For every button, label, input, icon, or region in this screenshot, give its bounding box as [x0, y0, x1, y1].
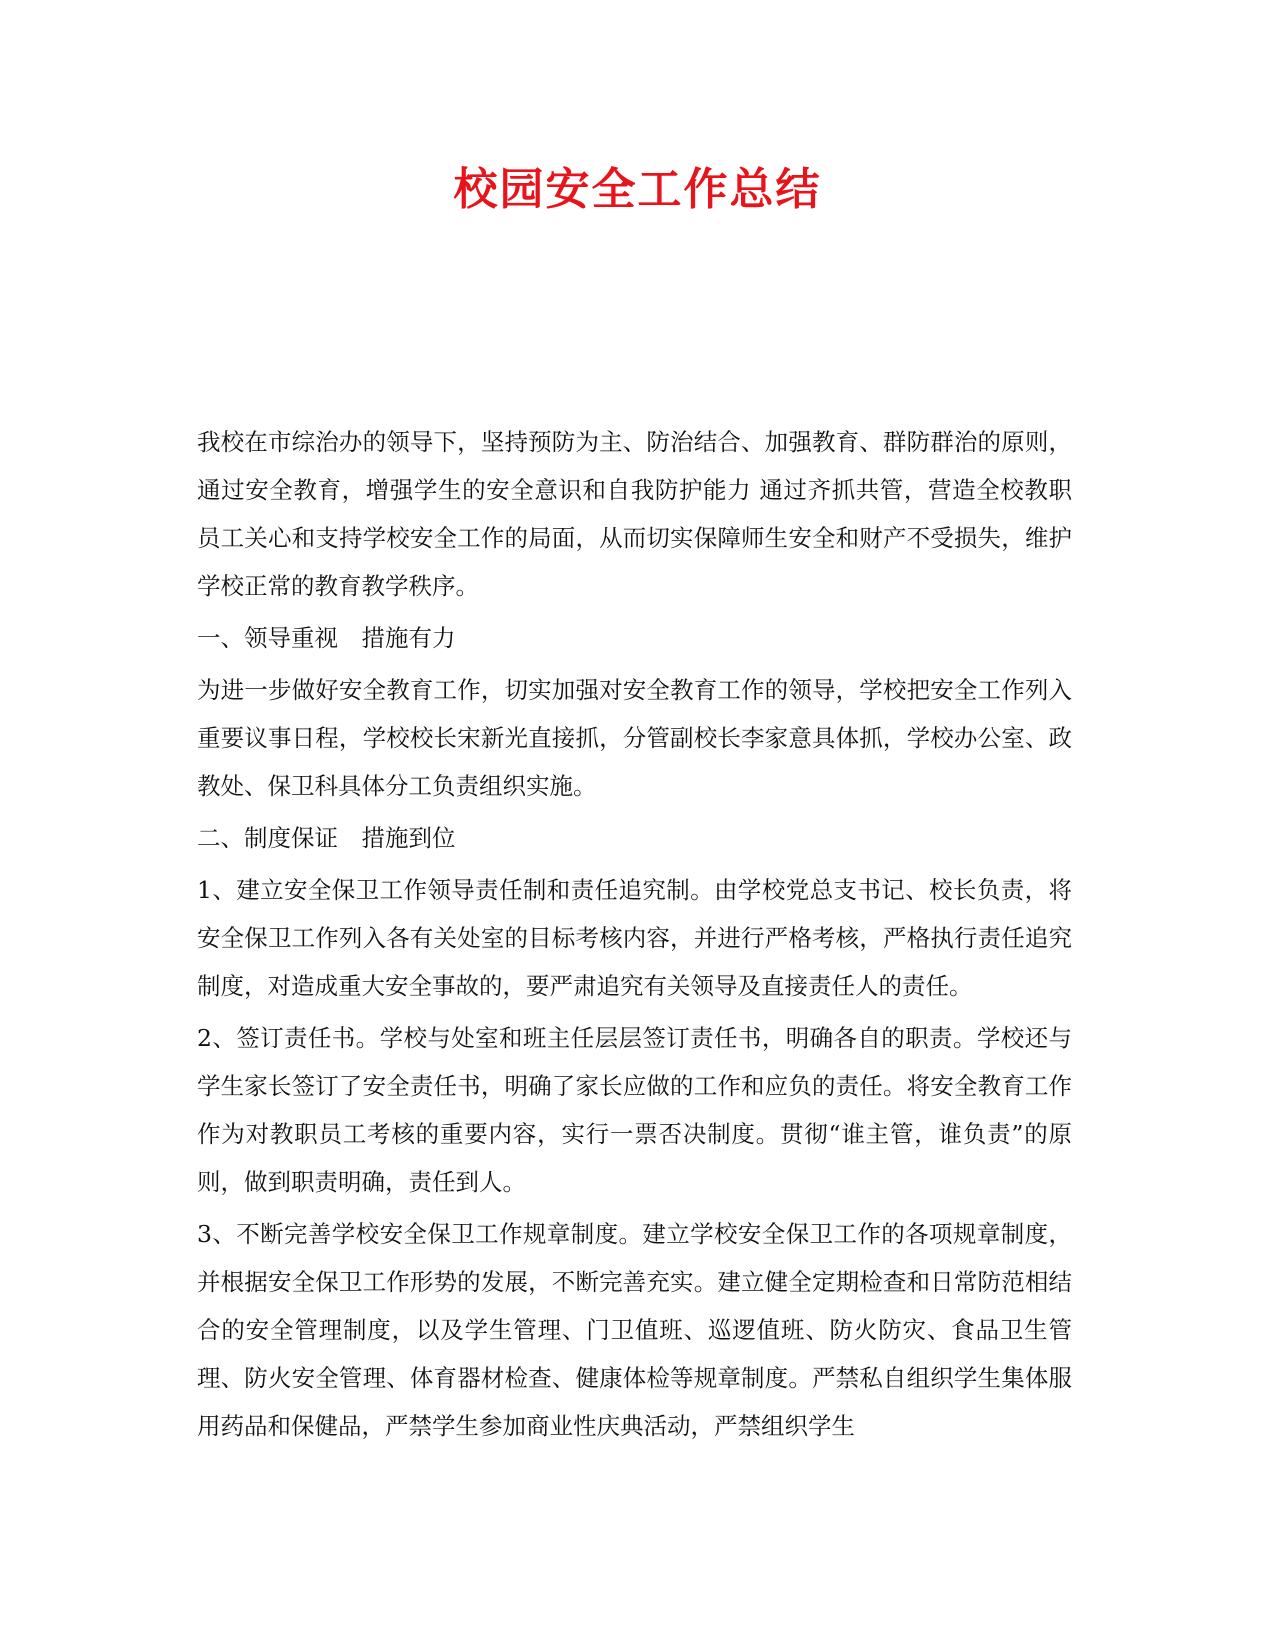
item-2-paragraph: 2、签订责任书。学校与处室和班主任层层签订责任书，明确各自的职责。学校还与学生家长签订了安全责任书，明确了家长应做的工作和应负的责任。将安全教育工作作为对教职员工考核的重要内容，实行一票否决制度。贯彻“谁主管，谁负责”的原则，做到职责明确，责任到人。 — [197, 1024, 1072, 1196]
section-heading-1: 一、领导重视 措施有力 — [197, 624, 456, 652]
item-3-paragraph: 3、不断完善学校安全保卫工作规章制度。建立学校安全保卫工作的各项规章制度，并根据安全保卫工作形势的发展，不断完善充实。建立健全定期检查和日常防范相结合的安全管理制度，以及学生管理、门卫值班、巡逻值班、防火防灾、食品卫生管理、防火安全管理、体育器材检查、健康体检等规章制度。严禁私自组织学生集体服用药品和保健品，严禁学生参加商业性庆典活动，严禁组织学生 — [197, 1220, 1072, 1440]
section-1-paragraph: 为进一步做好安全教育工作，切实加强对安全教育工作的领导，学校把安全工作列入重要议事日程，学校校长宋新光直接抓，分管副校长李家意具体抓，学校办公室、政教处、保卫科具体分工负责组织实施。 — [197, 676, 1072, 800]
intro-paragraph: 我校在市综治办的领导下，坚持预防为主、防治结合、加强教育、群防群治的原则，通过安全教育，增强学生的安全意识和自我防护能力 通过齐抓共管，营造全校教职员工关心和支持学校安全工作的局面，从而切实保障师生安全和财产不受损失，维护学校正常的教育教学秩序。 — [197, 428, 1072, 600]
section-heading-2: 二、制度保证 措施到位 — [197, 824, 456, 852]
item-1-paragraph: 1、建立安全保卫工作领导责任制和责任追究制。由学校党总支书记、校长负责，将安全保卫工作列入各有关处室的目标考核内容，并进行严格考核，严格执行责任追究制度，对造成重大安全事故的，要严肃追究有关领导及直接责任人的责任。 — [197, 876, 1072, 1000]
document-body — [197, 418, 1072, 1454]
document-title: 校园安全工作总结 — [453, 164, 822, 215]
